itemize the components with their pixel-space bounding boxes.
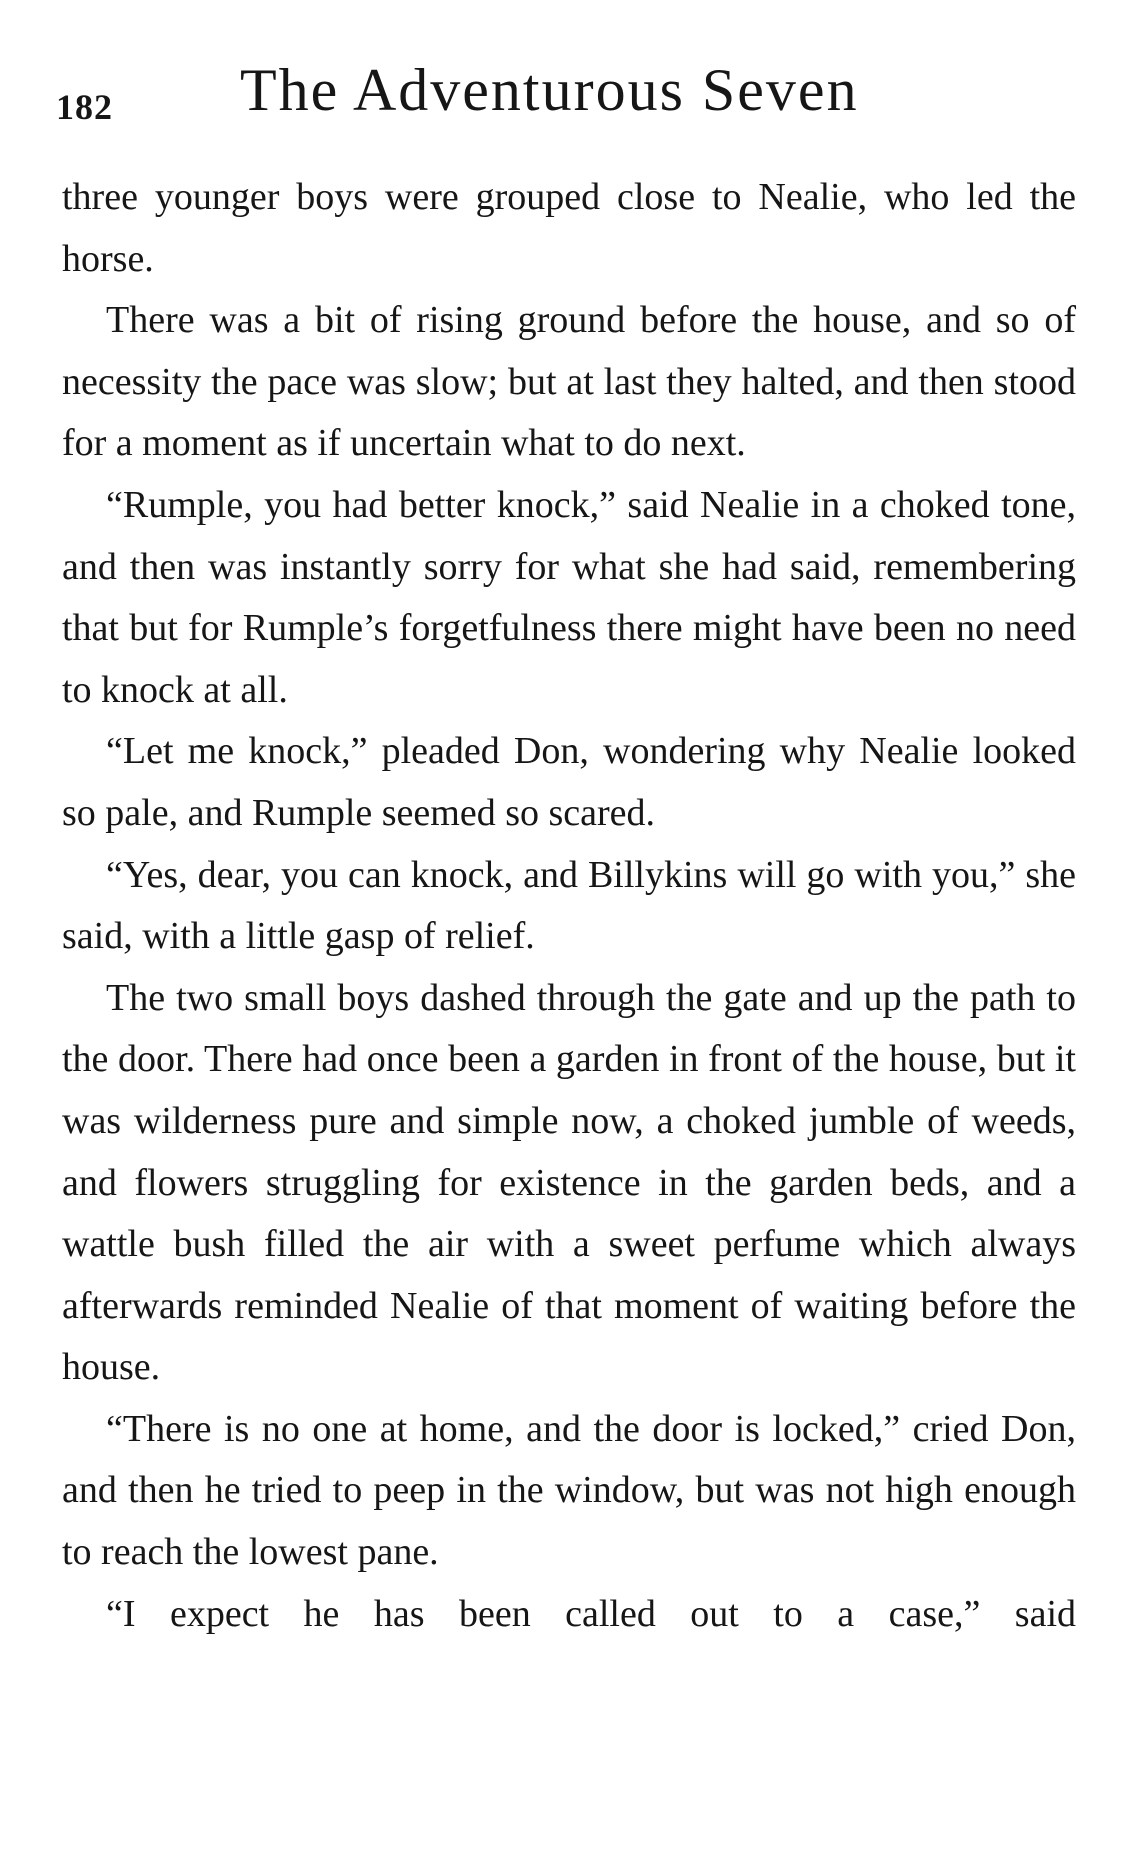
- paragraph-continuation: three younger boys were grouped close to Nealie, who led the horse.: [62, 176, 1076, 280]
- paragraph-garden: The two small boys dashed through the gate and up the path to the door. There had once been a garden in front of the house, but it was wilderness pure and simple now, a choked jumble of weeds, and flowers struggling for existence in the garden beds, and a wattle bush filled the air with a sweet perfume which always afterwards reminded Nealie of that moment of waiting before the house.: [62, 976, 1076, 1389]
- paragraph-rumple-knock: “Rumple, you had better knock,” said Nealie in a choked tone, and then was instantly sorry for what she had said, remembering that but for Rumple’s forgetfulness there might have been no need to knock at all.: [62, 483, 1076, 711]
- paragraph-yes-dear: “Yes, dear, you can knock, and Billykins will go with you,” she said, with a little gasp of relief.: [62, 853, 1076, 958]
- paragraph-let-me-knock: “Let me knock,” pleaded Don, wondering why Nealie looked so pale, and Rumple seemed so scared.: [62, 730, 1076, 834]
- paragraph-no-one-home: “There is no one at home, and the door is locked,” cried Don, and then he tried to peep in the window, but was not high enough to reach the lowest pane.: [62, 1407, 1076, 1574]
- paragraph-called-out: “I expect he has been called out to a case,” said: [106, 1592, 1076, 1635]
- running-title: The Adventurous Seven: [240, 57, 859, 123]
- page-header: [56, 56, 1096, 136]
- page-number: 182: [56, 87, 113, 127]
- body-text: [62, 167, 1076, 1645]
- paragraph-rising-ground: There was a bit of rising ground before the house, and so of necessity the pace was slow; but at last they halted, and then stood for a moment as if uncertain what to do next.: [62, 299, 1076, 465]
